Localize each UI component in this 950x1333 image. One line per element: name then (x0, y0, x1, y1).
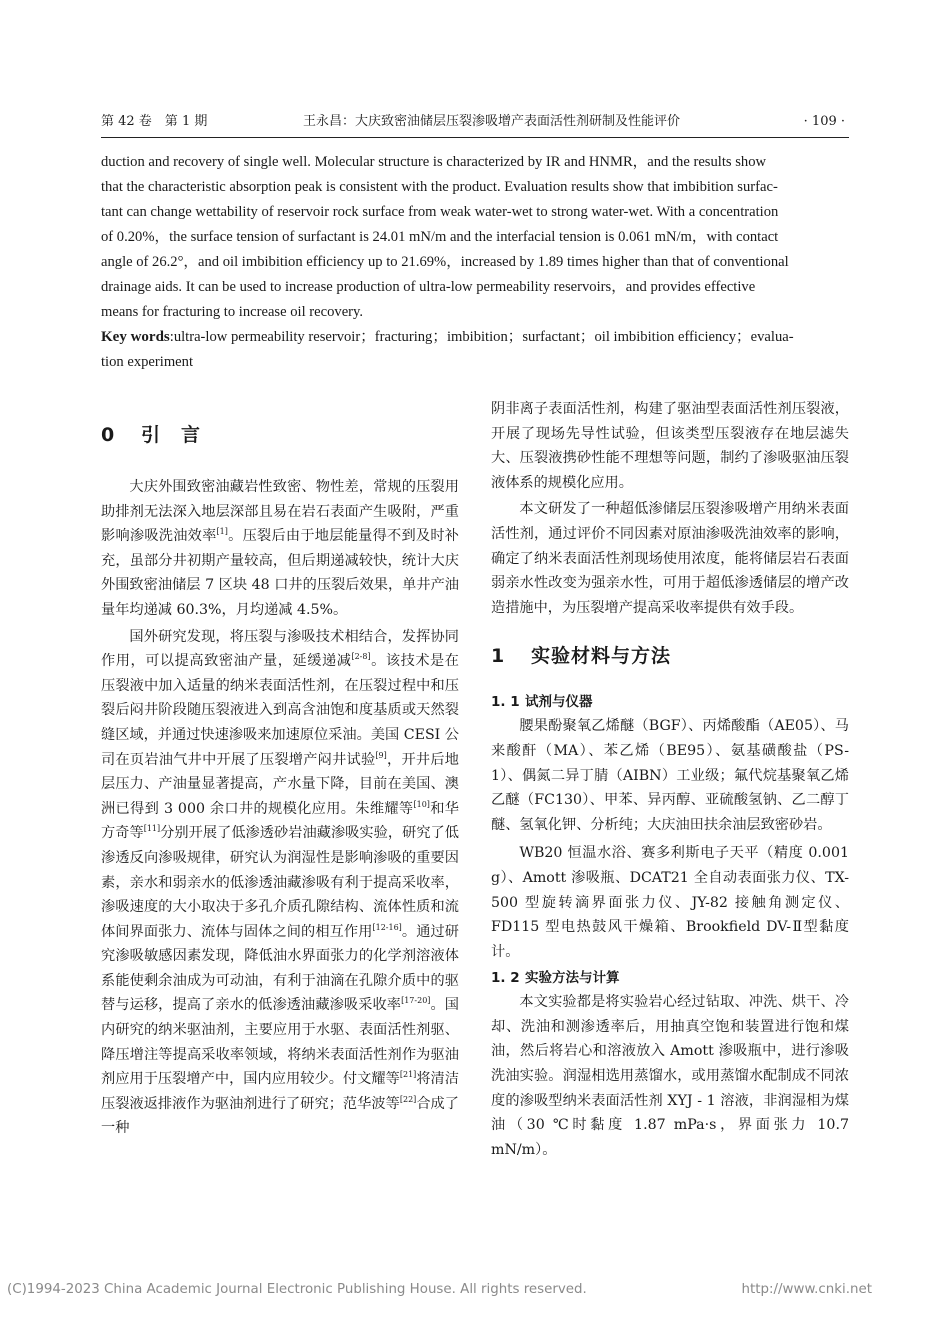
subsection-1-2-heading (491, 966, 849, 990)
method-paragraph: 本文实验都是将实验岩心经过钻取、冲洗、烘干、冷却、洗油和测渗透率后，用抽真空饱和装置进行饱和煤油，然后将岩心和溶液放入 Amott 渗吸瓶中，进行渗吸洗油实验。润湿相选用蒸馏水，或用蒸馏水配制成不同浓度的渗吸型纳米表面活性剂 XYJ - 1 溶液，非润湿相为煤油（30 ℃时黏度 1.87 mPa·s，界面张力 10.7 mN/m）。 (491, 994, 849, 1158)
instruments-paragraph: WB20 恒温水浴、赛多利斯电子天平（精度 0.001 g）、Amott 渗吸瓶、DCAT21 全自动表面张力仪、TX-500 型旋转滴界面张力仪、JY-82 接触角测定仪、FD115 型电热鼓风干燥箱、Brookfield DV-Ⅱ型黏度计。 (491, 845, 849, 960)
subsection-1-2-number: 1. 2 (491, 970, 520, 987)
materials-paragraph: 腰果酚聚氧乙烯醚（BGF）、丙烯酸酯（AE05）、马来酸酐（MA）、苯乙烯（BE95）、氨基磺酸盐（PS-1）、偶氮二异丁腈（AIBN）工业级；氟代烷基聚氧乙烯乙醚（FC130）、甲苯、异丙醇、亚硫酸氢钠、乙二醇丁醚、氢氧化钾、分析纯；大庆油田扶余油层致密砂岩。 (491, 718, 849, 833)
abstract-line: drainage aids. It can be used to increase production of ultra-low permeability reservoirs，and provides effective (101, 279, 756, 295)
header-divider (101, 137, 849, 138)
intro-paragraph-3: 本文研发了一种超低渗储层压裂渗吸增产用纳米表面活性剂，通过评价不同因素对原油渗吸洗油效率的影响，确定了纳米表面活性剂现场使用浓度，能将储层岩石表面弱亲水性改变为强亲水性，可用于超低渗透储层的增产改造措施中，为压裂增产提高采收率提供有效手段。 (491, 501, 849, 616)
citation: [17-20] (401, 996, 431, 1006)
citation: [11] (143, 824, 161, 834)
footer-copyright: (C)1994-2023 China Academic Journal Electronic Publishing House. All rights reserved. (7, 1282, 587, 1297)
footer-url: http://www.cnki.net (741, 1282, 872, 1297)
header-volume: 第 42 卷 第 1 期 (101, 114, 208, 129)
header-page-number: · 109 · (803, 114, 845, 129)
copyright-footer (0, 1282, 950, 1312)
section-1-title: 实验材料与方法 (531, 645, 672, 668)
subsection-1-1-title: 试剂与仪器 (525, 694, 593, 711)
keywords-line1: ultra-low permeability reservoir；fracturing；imbibition；surfactant；oil imbibition efficiency；evalua- (173, 329, 794, 345)
header-title: 王永昌：大庆致密油储层压裂渗吸增产表面活性剂研制及性能评价 (303, 114, 681, 129)
abstract-line: duction and recovery of single well. Molecular structure is characterized by IR and HNMR，and the results show (101, 154, 767, 170)
citation: [9] (375, 750, 387, 760)
section-0-title: 引 言 (141, 424, 202, 446)
keywords-block (101, 325, 849, 375)
section-1-heading (491, 640, 849, 684)
running-header (101, 111, 849, 137)
intro-paragraph-1: 大庆外围致密油藏岩性致密、物性差，常规的压裂用助排剂无法深入地层深部且易在岩石表面产生吸附，严重影响渗吸洗油效率[1]。压裂后由于地层能量得不到及时补充，虽部分井初期产量较高，但后期递减较快，统计大庆外围致密油储层 7 区块 48 口井的压裂后效果，单井产油量年均递减 60.3%，月均递减 4.5%。 (101, 479, 459, 618)
abstract-line: that the characteristic absorption peak is consistent with the product. Evaluation results show that imbibition surfac- (101, 179, 778, 195)
citation: [1] (216, 527, 228, 537)
intro-paragraph-2: 国外研究发现，将压裂与渗吸技术相结合，发挥协同作用，可以提高致密油产量，延缓递减[2-8]。该技术是在压裂液中加入适量的纳米表面活性剂，在压裂过程中和压裂后闷井阶段随压裂液进入到高含油饱和度基质或天然裂缝区域，并通过快速渗吸来加速原位采油。美国 CESI 公司在页岩油气井中开展了压裂增产闷井试验[9]，开井后地层压力、产油量显著提高，产水量下降，目前在美国、澳洲已得到 3 000 余口井的规模化应用。朱维耀等[10]和华方奇等[11]分别开展了低渗透砂岩油藏渗吸实验，研究了低渗透反向渗吸规律，研究认为润湿性是影响渗吸的重要因素，亲水和弱亲水的低渗透油藏渗吸有利于提高采收率，渗吸速度的大小取决于多孔介质孔隙结构、流体性质和流体间界面张力、流体与固体之间的相互作用[12-16]。通过研究渗吸敏感因素发现，降低油水界面张力的化学剂溶液体系能使剩余油成为可动油，有利于油滴在孔隙介质中的驱替与运移，提高了亲水的低渗透油藏渗吸采收率[17-20]。国内研究的纳米驱油剂，主要应用于水驱、表面活性剂驱、降压增注等提高采收率领域，将纳米表面活性剂作为驱油剂应用于压裂增产中，国内应用较少。付文耀等[21]将清洁压裂液返排液作为驱油剂进行了研究；范华波等[22]合成了一种 (101, 628, 459, 1137)
right-column (491, 397, 849, 1162)
abstract-line: means for fracturing to increase oil recovery. (101, 304, 364, 320)
citation: [10] (413, 799, 430, 809)
citation: [22] (399, 1094, 417, 1104)
keywords-colon: : (169, 329, 174, 345)
section-0-heading (101, 419, 459, 471)
citation: [2-8] (351, 652, 371, 662)
abstract-continuation (101, 150, 849, 325)
abstract-line: tant can change wettability of reservoir rock surface from weak water-wet to strong water-wet. With a concentration (101, 204, 779, 220)
subsection-1-1-heading (491, 690, 849, 714)
subsection-1-1-number: 1. 1 (491, 694, 520, 711)
keywords-line2: tion experiment (101, 354, 193, 370)
keywords-label: Key words (101, 329, 170, 345)
section-1-number: 1 (491, 645, 506, 668)
section-0-number: 0 (101, 424, 116, 446)
abstract-line: of 0.20%，the surface tension of surfactant is 24.01 mN/m and the interfacial tension is 0.061 mN/m，with contact (101, 229, 779, 245)
citation: [21] (399, 1070, 417, 1080)
intro-paragraph-2-continued: 阴非离子表面活性剂，构建了驱油型表面活性剂压裂液，开展了现场先导性试验，但该类型压裂液存在地层滤失大、压裂液携砂性能不理想等问题，制约了渗吸驱油压裂液体系的规模化应用。 (491, 401, 849, 491)
abstract-line: angle of 26.2°，and oil imbibition efficiency up to 21.69%，increased by 1.89 times higher than that of conventional (101, 254, 789, 270)
left-column (101, 397, 459, 1141)
citation: [12-16] (372, 922, 402, 932)
subsection-1-2-title: 实验方法与计算 (525, 970, 620, 987)
